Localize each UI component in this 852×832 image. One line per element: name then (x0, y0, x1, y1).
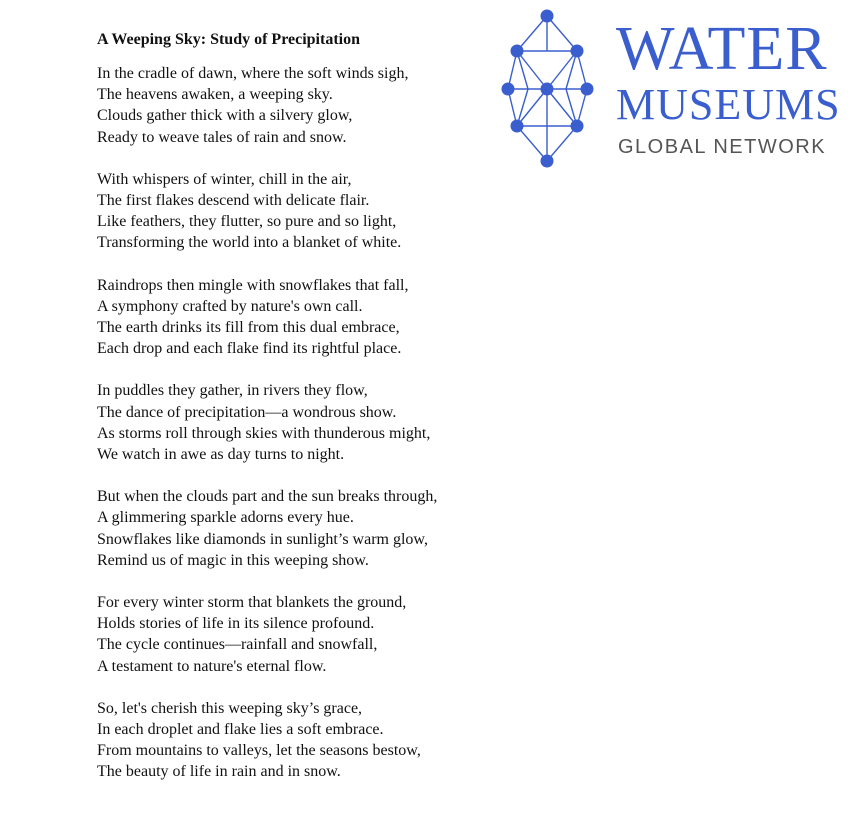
stanza (97, 592, 517, 677)
logo-word-museums: MUSEUMS (616, 80, 841, 129)
poem-line: As storms roll through skies with thunderous might, (97, 424, 431, 442)
poem-line: The cycle continues—rainfall and snowfall, (97, 636, 378, 654)
poem-line: Raindrops then mingle with snowflakes that fall, (97, 276, 409, 294)
poem-line: Each drop and each flake find its rightful place. (97, 340, 402, 358)
stanza (97, 380, 517, 465)
stanza (97, 63, 517, 148)
poem-line: In puddles they gather, in rivers they flow, (97, 382, 368, 400)
poem-line: Snowflakes like diamonds in sunlight’s warm glow, (97, 530, 428, 548)
poem-line: In each droplet and flake lies a soft embrace. (97, 721, 384, 739)
poem-line: Clouds gather thick with a silvery glow, (97, 107, 353, 125)
logo-word-water: WATER (616, 15, 828, 83)
poem-line: Remind us of magic in this weeping show. (97, 551, 369, 569)
poem-line: But when the clouds part and the sun breaks through, (97, 488, 438, 506)
water-drop-network-icon (500, 8, 600, 173)
poem-line: The first flakes descend with delicate flair. (97, 192, 370, 210)
stanza (97, 275, 517, 360)
stanza-list (97, 63, 517, 783)
poem-line: A glimmering sparkle adorns every hue. (97, 509, 354, 527)
stanza (97, 698, 517, 783)
poem-line: We watch in awe as day turns to night. (97, 446, 345, 464)
poem-line: For every winter storm that blankets the ground, (97, 594, 407, 612)
poem-title: A Weeping Sky: Study of Precipitation (97, 31, 360, 48)
stanza (97, 169, 517, 254)
poem (97, 30, 517, 804)
poem-line: The dance of precipitation—a wondrous show. (97, 403, 397, 421)
poem-line: From mountains to valleys, let the seasons bestow, (97, 742, 421, 760)
poem-line: Like feathers, they flutter, so pure and so light, (97, 213, 397, 231)
water-museums-logo (500, 8, 845, 173)
logo-tagline: GLOBAL NETWORK (618, 136, 827, 158)
logo-wordmark (616, 15, 841, 129)
poem-line: Transforming the world into a blanket of white. (97, 234, 402, 252)
poem-line: The earth drinks its fill from this dual embrace, (97, 319, 400, 337)
poem-line: Ready to weave tales of rain and snow. (97, 128, 347, 146)
poem-line: A testament to nature's eternal flow. (97, 657, 327, 675)
stanza (97, 486, 517, 571)
poem-line: In the cradle of dawn, where the soft winds sigh, (97, 65, 409, 82)
poem-line: A symphony crafted by nature's own call. (97, 297, 363, 315)
poem-line: The heavens awaken, a weeping sky. (97, 86, 333, 104)
poem-line: With whispers of winter, chill in the air, (97, 170, 352, 188)
poem-line: Holds stories of life in its silence profound. (97, 615, 375, 633)
poem-line: So, let's cherish this weeping sky’s grace, (97, 699, 363, 717)
poem-line: The beauty of life in rain and in snow. (97, 763, 341, 781)
